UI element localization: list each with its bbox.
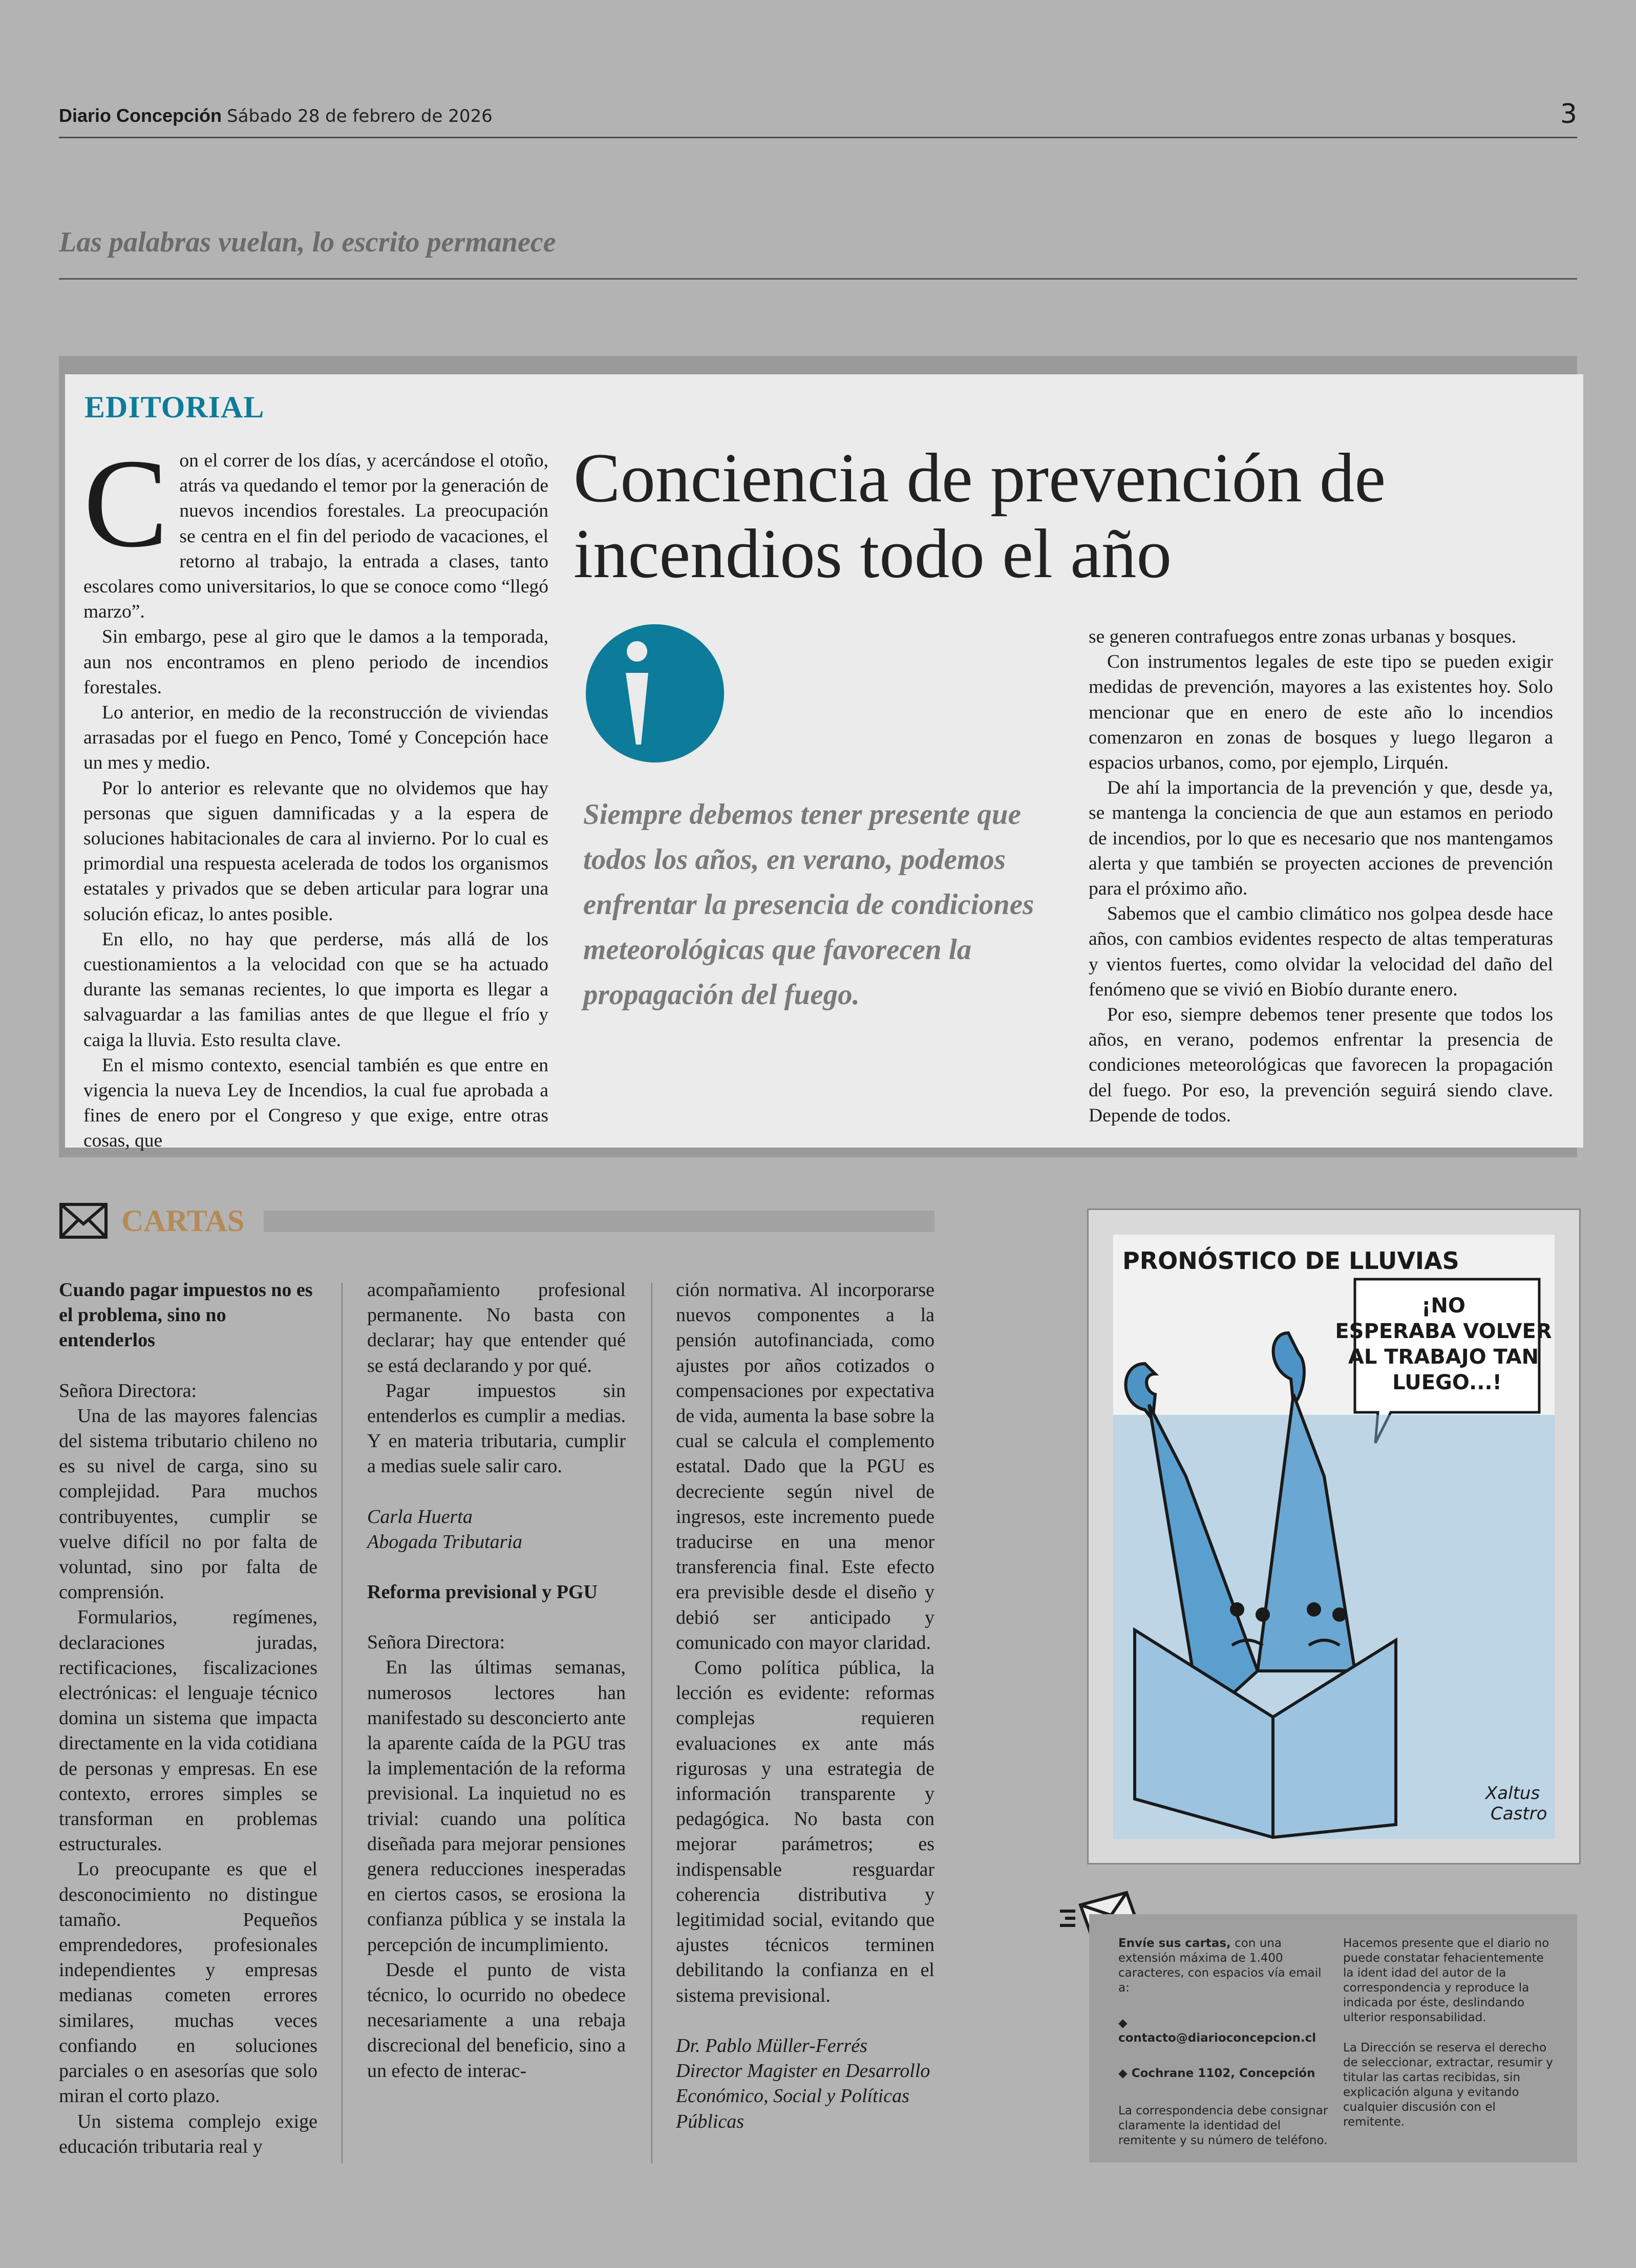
bullet-icon: ◆	[1118, 2017, 1128, 2030]
speech-line: LUEGO...!	[1392, 1371, 1502, 1394]
letter-signature-name: Dr. Pablo Müller-Ferrés	[676, 2034, 867, 2057]
editorial-paragraph: En el mismo contexto, esencial también es que entre en vigencia la nueva Ley de Incendios, la cual fue aprobada a fines de enero por el Congreso y que exige, entre otras cosas, que	[83, 1054, 548, 1152]
editorial-paragraph: Con el correr de los días, y acercándose el otoño, atrás va quedando el temor por la generación de nuevos incendios forestales. La preocupación se centra en el fin del periodo de vacaciones, el retorno al trabajo, la entrada a clases, tanto escolares como universitarios, lo que se conoce como “llegó marzo”.	[83, 433, 548, 623]
newspaper-name: Diario Concepción	[59, 105, 222, 126]
cartas-label: CARTAS	[121, 1204, 245, 1238]
cartas-info-box	[1089, 1914, 1577, 2163]
letter-paragraph: ción normativa. Al incorporarse nuevos componentes a la pensión autofinanciada, como ajustes por años cotizados o compensaciones por expectativa de vida, aumenta la base sobre la cual se calcula el complemento estatal. Dado que la PGU es decreciente según nivel de ingresos, este incremento puede traducirse en una menor transferencia final. Este efecto era previsible desde el diseño y debió ser anticipado y comunicado con mayor claridad.	[676, 1279, 934, 1654]
bullet-icon: ◆	[1118, 2067, 1132, 2080]
info-address: ◆ Cochrane 1102, Concepción	[1118, 2067, 1315, 2080]
info-email[interactable]: ◆ contacto@diarioconcepcion.cl	[1118, 2017, 1316, 2045]
editorial-paragraph: se generen contrafuegos entre zonas urbanas y bosques.	[1089, 626, 1517, 647]
cartas-header	[59, 1198, 934, 1239]
letter-title: Reforma previsional y PGU	[367, 1581, 598, 1603]
editorial-column-3	[1089, 624, 1553, 1128]
info-disclaimer: Hacemos presente que el diario no puede constatar fehacientemente la ident idad del autor de la correspondencia y reproduce la indicada por éste, deslindando ulterior responsabilidad.	[1343, 1937, 1549, 2024]
editorial-headline: Conciencia de prevención de incendios todo el año	[573, 439, 1386, 592]
letter-paragraph: En las últimas semanas, numerosos lectores han manifestado su desconcierto ante la aparente caída de la PGU tras la implementación de la reforma previsional. La inquietud no es trivial: cuando una política diseñada para mejorar pensiones genera reducciones inesperadas en ciertos casos, se erosiona la confianza pública y se instala la percepción de incumplimiento.	[367, 1657, 626, 1956]
page-number: 3	[1560, 99, 1577, 130]
envelope-icon	[59, 1202, 108, 1242]
letter-salutation: Señora Directora:	[367, 1631, 505, 1654]
info-intro: Envíe sus cartas, con una extensión máxima de 1.400 caracteres, con espacios vía email a:	[1118, 1937, 1322, 1995]
info-rights: La Dirección se reserva el derecho de seleccionar, extractar, resumir y titular las cartas recibidas, sin explicación alguna y evitando cualquier discusión con el remitente.	[1343, 2041, 1553, 2129]
editorial-box	[65, 374, 1583, 1152]
pull-quote: Siempre debemos tener presente que todos los años, en verano, podemos enfrentar la presencia de condiciones meteorológicas que favorecen la propagación del fuego.	[583, 798, 1034, 1011]
drop-cap: C	[83, 433, 168, 574]
editorial-paragraph: Sabemos que el cambio climático nos golpea desde hace años, con cambios evidentes respecto de altas temperaturas y vientos fuertes, como olvidar la velocidad del daño del fenómeno que se vivió en Biobío durante enero.	[1089, 903, 1553, 1000]
speech-line: ¡NO	[1421, 1294, 1465, 1318]
letter-paragraph: Como política pública, la lección es evidente: reformas complejas requieren evaluaciones ex ante más rigurosas y una estrategia de información transparente y pedagógica. No basta con mejorar parámetros; es indispensable resguardar coherencia distributiva y legitimidad social, evitando que ajustes técnicos terminen debilitando la confianza en el sistema previsional.	[676, 1657, 934, 2006]
letter-paragraph: Pagar impuestos sin entenderlos es cumplir a medias. Y en materia tributaria, cumplir a medias suele salir caro.	[367, 1380, 626, 1477]
editorial-column-1	[83, 433, 548, 1154]
letter-column-2	[367, 1278, 626, 2084]
letter-signature-name: Carla Huerta	[367, 1506, 473, 1528]
letter-paragraph: acompañamiento profesional permanente. No basta con declarar; hay que entender qué se está declarando y por qué.	[367, 1279, 626, 1376]
letter-paragraph: Una de las mayores falencias del sistema tributario chileno no es su nivel de carga, sino su complejidad. Para muchos contribuyentes, cumplir se vuelve difícil no por falta de voluntad, sino por falta de comprensión.	[59, 1405, 317, 1603]
letter-column-3	[676, 1278, 934, 2134]
cartoon-frame	[1087, 1209, 1581, 1864]
editorial-paragraph: De ahí la importancia de la prevención y que, desde ya, se mantenga la conciencia de que aun estamos en periodo de incendios, por lo que es necesario que nos mantengamos alerta y que también se proyecten acciones de prevención para el próximo año.	[1089, 777, 1553, 900]
letter-column-1	[59, 1278, 317, 2159]
editorial-paragraph: Por eso, siempre debemos tener presente que todos los años, en verano, podemos enfrentar la presencia de condiciones meteorológicas que favorecen la propagación del fuego. Por eso, la prevención seguirá siendo clave. Depende de todos.	[1089, 1004, 1553, 1126]
info-note: La correspondencia debe consignar claramente la identidad del remitente y su número de teléfono.	[1118, 2104, 1328, 2147]
cartoon-title: PRONÓSTICO DE LLUVIAS	[1122, 1247, 1459, 1275]
editorial-label: EDITORIAL	[84, 390, 265, 424]
editorial-paragraph: Sin embargo, pese al giro que le damos a la temporada, aun nos encontramos en pleno periodo de incendios forestales.	[83, 626, 548, 698]
section-tagline: Las palabras vuelan, lo escrito permanece	[59, 224, 1577, 280]
cartas-bar	[264, 1211, 934, 1232]
letter-title: Cuando pagar impuestos no es el problema, sino no entenderlos	[59, 1279, 313, 1351]
speech-line: AL TRABAJO TAN	[1348, 1345, 1539, 1369]
cartoon-illustration	[1089, 1210, 1579, 1863]
cartoon-signature: Castro	[1491, 1804, 1547, 1824]
speech-line: ESPERABA VOLVER	[1335, 1320, 1552, 1343]
info-icon	[586, 622, 724, 768]
editorial-paragraph: Lo anterior, en medio de la reconstrucción de viviendas arrasadas por el fuego en Penco, Tomé y Concepción hace un mes y medio.	[83, 702, 548, 774]
letter-signature-role: Abogada Tributaria	[367, 1531, 522, 1553]
letter-paragraph: Desde el punto de vista técnico, lo ocurrido no obedece necesariamente a una rebaja discrecional del beneficio, sino a un efecto de interac-	[367, 1959, 626, 2082]
masthead	[59, 99, 1577, 138]
editorial-paragraph: Por lo anterior es relevante que no olvidemos que hay personas que siguen damnificadas y a la espera de soluciones habitacionales de cara al invierno. Por lo cual es primordial una respuesta acelerada de todos los organismos estatales y privados que se deben articular para lograr una solución eficaz, lo antes posible.	[83, 777, 548, 925]
column-rule	[342, 1283, 343, 2164]
letter-paragraph: Un sistema complejo exige educación tributaria real y	[59, 2110, 317, 2157]
info-right	[1343, 1936, 1553, 2130]
letter-paragraph: Formularios, regímenes, declaraciones juradas, rectificaciones, fiscalizaciones electrónicas: el lenguaje técnico domina un sistema que impacta directamente en la vida cotidiana de personas y empresas. En ese contexto, errores simples se transforman en problemas estructurales.	[59, 1606, 317, 1855]
column-rule	[651, 1283, 652, 2164]
editorial-paragraph: En ello, no hay que perderse, más allá de los cuestionamientos a la velocidad con que se ha actuado durante las semanas recientes, lo que importa es llegar a salvaguardar a las familias antes de que llegue el frío y caiga la lluvia. Esto resulta clave.	[83, 928, 548, 1051]
info-left	[1118, 1936, 1328, 2148]
issue-date: Sábado 28 de febrero de 2026	[227, 106, 493, 126]
letter-signature-role: Director Magister en Desarrollo Económico, Social y Políticas Públicas	[676, 2060, 930, 2132]
cartoon-signature: Xaltus	[1485, 1783, 1540, 1804]
letter-paragraph: Lo preocupante es que el desconocimiento no distingue tamaño. Pequeños emprendedores, profesionales independientes y empresas medianas cometen errores similares, muchas veces confiando en soluciones parciales o en asesorías que solo miran el corto plazo.	[59, 1858, 317, 2107]
editorial-paragraph: Con instrumentos legales de este tipo se pueden exigir medidas de prevención, mayores a las existentes hoy. Solo mencionar que en enero de este año lo incendios comenzaron en zonas de bosques y luego llegaron a espacios urbanos, como, por ejemplo, Lirquén.	[1089, 651, 1553, 774]
letter-salutation: Señora Directora:	[59, 1380, 197, 1402]
